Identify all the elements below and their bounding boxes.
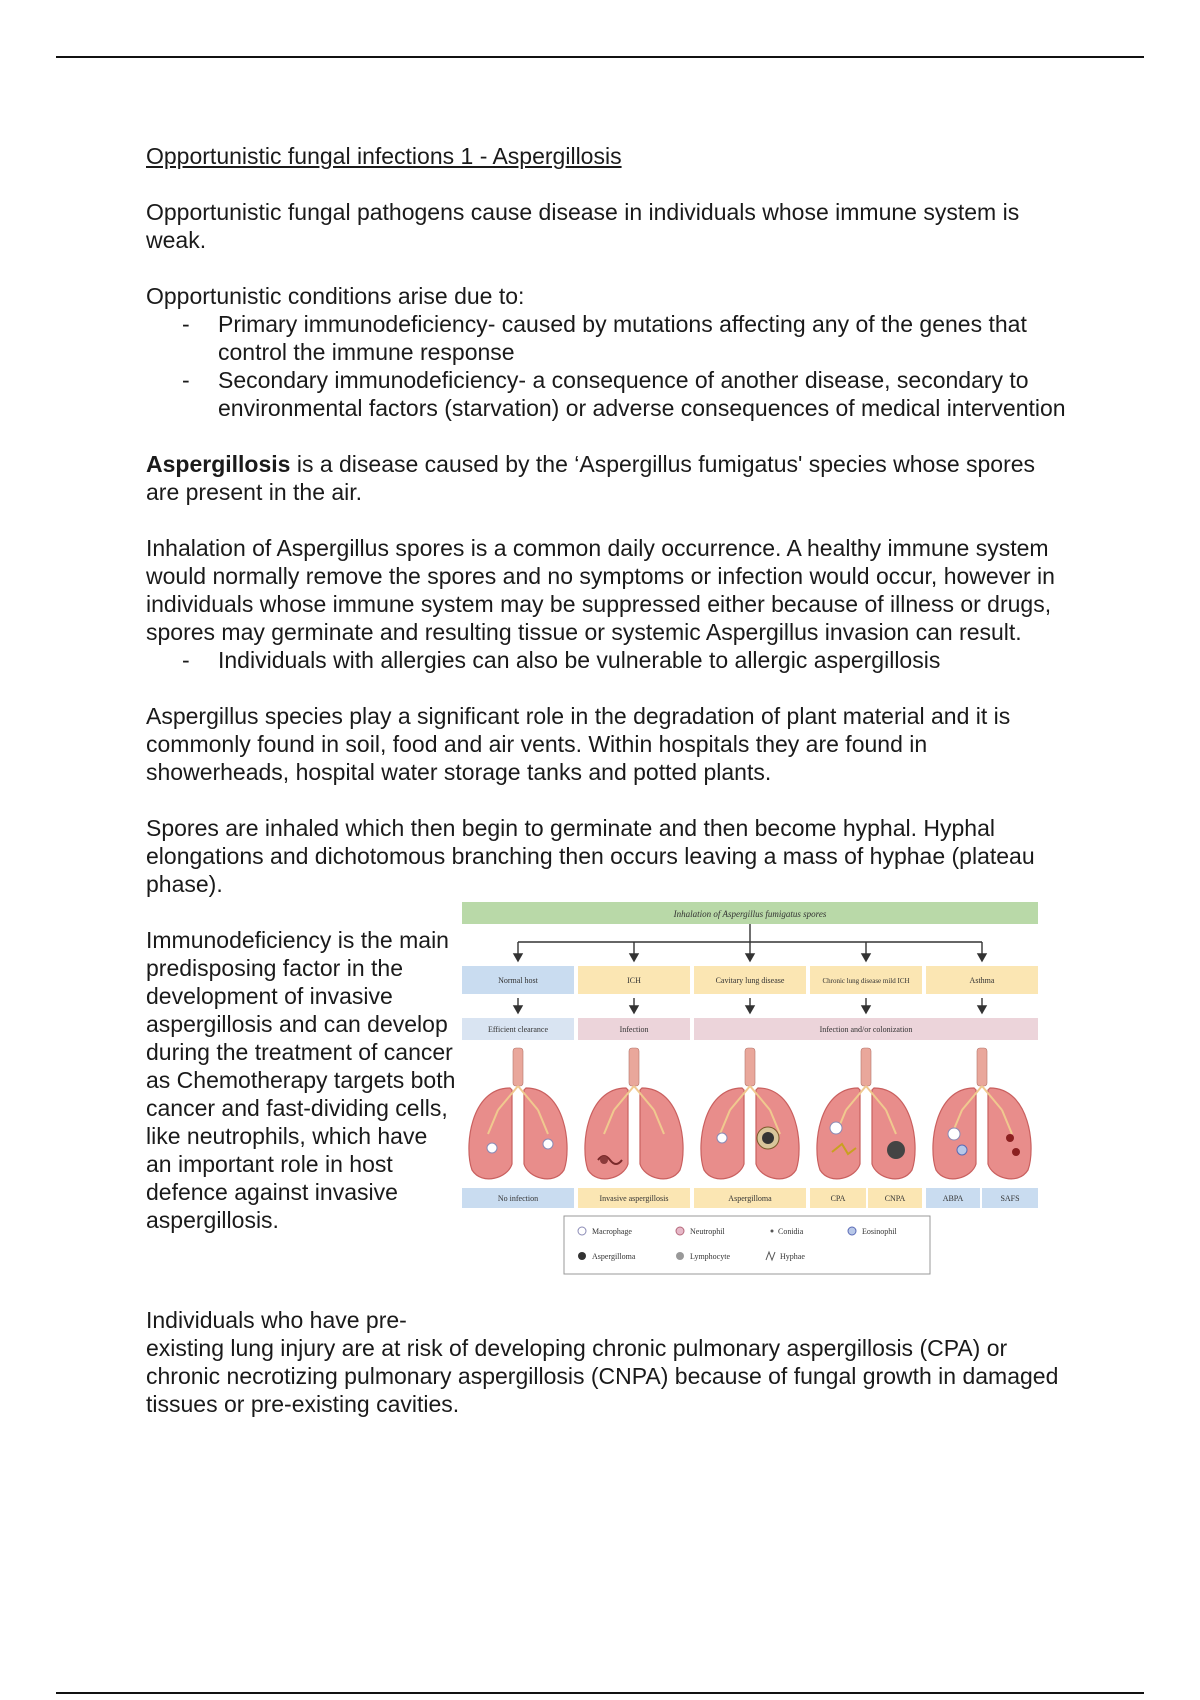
lung-illustration (701, 1048, 799, 1179)
host-label: Chronic lung disease mild ICH (822, 977, 910, 985)
outcome-label: Infection (619, 1025, 649, 1034)
figure-legend (564, 1216, 930, 1274)
host-label: Asthma (969, 976, 995, 985)
host-label: Normal host (498, 976, 538, 985)
disease-label: ABPA (942, 1194, 964, 1203)
aspergillosis-definition (146, 450, 1066, 506)
spores-paragraph: Spores are inhaled which then begin to germinate and then become hyphal. Hyphal elongations and dichotomous branching then occurs leaving a mass of hyphae (plateau phase). (146, 815, 1035, 897)
eosinophil-icon (848, 1227, 856, 1235)
bottom-rule (56, 1692, 1144, 1694)
lungs-group (469, 1048, 1031, 1179)
list-item: - Individuals with allergies can also be vulnerable to allergic aspergillosis (218, 646, 1066, 674)
legend-label: Eosinophil (862, 1227, 897, 1236)
aspergillosis-term: Aspergillosis (146, 451, 291, 477)
individuals-start: Individuals who have pre- (146, 1307, 407, 1333)
lung-illustration (933, 1048, 1031, 1179)
disease-label: CNPA (884, 1194, 906, 1203)
neutrophil-icon (676, 1227, 684, 1235)
disease-label: No infection (497, 1194, 539, 1203)
allergy-list (146, 646, 1066, 674)
host-arrows (514, 998, 986, 1013)
disease-label: Aspergilloma (728, 1194, 772, 1203)
immunodeficiency-paragraph: Immunodeficiency is the main predisposing factor in the development of invasive aspergillosis and can develop during the treatment of cancer as Chemotherapy targets both cancer and fast-dividing cells, like neutrophils, which have an important role in host defence against invasive aspergillosis. (146, 927, 456, 1233)
individuals-paragraph (146, 1306, 1066, 1418)
figure-header-text: Inhalation of Aspergillus fumigatus spores (673, 909, 827, 919)
legend-label: Lymphocyte (690, 1252, 730, 1261)
disease-label: Invasive aspergillosis (599, 1194, 669, 1203)
conditions-list (146, 310, 1066, 422)
lung-illustration (469, 1048, 567, 1179)
outcome-label: Infection and/or colonization (819, 1025, 913, 1034)
list-item: - Primary immunodeficiency- caused by mutations affecting any of the genes that control the immune response (218, 310, 1066, 366)
lymphocyte-icon (676, 1252, 684, 1260)
document-body (146, 142, 1066, 1446)
outcome-label: Efficient clearance (487, 1025, 549, 1034)
conditions-intro: Opportunistic conditions arise due to: (146, 283, 525, 309)
intro-paragraph: Opportunistic fungal pathogens cause disease in individuals whose immune system is weak. (146, 199, 1020, 253)
conidia-icon (771, 1230, 774, 1233)
top-rule (56, 56, 1144, 58)
list-item: - Secondary immunodeficiency- a consequence of another disease, secondary to environmental factors (starvation) or adverse consequences of medical intervention (218, 366, 1066, 422)
disease-label: SAFS (1000, 1194, 1020, 1203)
species-paragraph: Aspergillus species play a significant role in the degradation of plant material and it is commonly found in soil, food and air vents. Within hospitals they are found in showerheads, hospital water storage tanks and potted plants. (146, 703, 1011, 785)
macrophage-icon (578, 1227, 586, 1235)
disease-label: CPA (830, 1194, 846, 1203)
legend-label: Macrophage (592, 1227, 632, 1236)
legend-label: Conidia (778, 1227, 804, 1236)
aspergillosis-figure (462, 898, 1042, 1278)
host-label: Cavitary lung disease (715, 976, 785, 985)
legend-label: Aspergilloma (592, 1252, 636, 1261)
inhalation-paragraph: Inhalation of Aspergillus spores is a common daily occurrence. A healthy immune system would normally remove the spores and no symptoms or infection would occur, however in individuals whose immune system may be suppressed either because of illness or drugs, spores may germinate and resulting tissue or systemic Aspergillus invasion can result. (146, 535, 1055, 645)
aspergilloma-icon (578, 1252, 586, 1260)
header-arrows (514, 924, 986, 961)
disease-labels (462, 1188, 1038, 1208)
aspergillosis-desc: is a disease caused by the ‘Aspergillus fumigatus' species whose spores are present in the air. (146, 451, 1036, 505)
lung-illustration (585, 1048, 683, 1179)
figure-section (146, 909, 1066, 1306)
legend-label: Neutrophil (690, 1227, 725, 1236)
individuals-rest: existing lung injury are at risk of developing chronic pulmonary aspergillosis (CPA) or chronic necrotizing pulmonary aspergillosis (CNPA) because of fungal growth in damaged tissues or pre-existing cavities. (146, 1335, 1059, 1417)
host-label: ICH (627, 976, 641, 985)
legend-label: Hyphae (780, 1252, 805, 1261)
lung-illustration (817, 1048, 915, 1179)
page-title: Opportunistic fungal infections 1 - Aspergillosis (146, 143, 622, 169)
figure-svg (462, 898, 1042, 1278)
